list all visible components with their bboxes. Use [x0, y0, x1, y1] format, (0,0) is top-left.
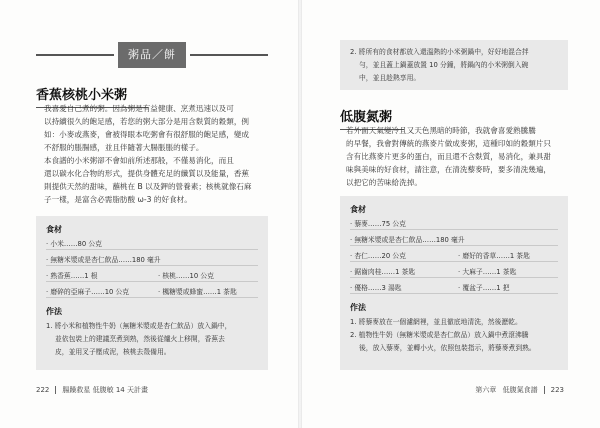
step-line: 皮，並用叉子壓成泥，核桃去殼備用。 [55, 348, 171, 356]
step-line: 1. 將小米和植物性牛奶（無糖米漿或是杏仁飲品）放入鍋中， [46, 322, 232, 330]
divider [350, 293, 558, 294]
page-number: 222 [36, 386, 50, 394]
ingredient-item: ‧ 大麻子……1 茶匙 [458, 268, 517, 276]
intro-paragraph-left [44, 102, 272, 206]
recipe-box-right [340, 196, 568, 370]
step-line: 2. 植物性牛奶（無糖米漿或是杏仁飲品）放入鍋中煮滾沸騰 [350, 331, 529, 339]
continued-steps-box [340, 40, 568, 90]
chapter-label: 第六章 [475, 386, 497, 394]
method-heading: 作法 [46, 307, 62, 316]
ingredient-item: ‧ 藜麥……75 公克 [350, 220, 406, 228]
page-number: 223 [550, 386, 564, 394]
right-page [300, 0, 600, 428]
intro-paragraph-right [346, 124, 568, 189]
ingredients-heading: 食材 [350, 205, 366, 214]
footer-left [36, 385, 148, 395]
recipe-title-text: 香蕉核桃小米粥 [36, 88, 128, 103]
ingredient-item: ‧ 磨好的香草……1 茶匙 [458, 252, 530, 260]
method-steps-continued [350, 46, 562, 85]
divider [46, 297, 258, 298]
banner-rule-left [36, 54, 114, 56]
divider [350, 245, 558, 246]
ingredient-item: ‧ 楓糖漿或蜂蜜……1 茶匙 [158, 288, 237, 296]
divider [46, 265, 258, 266]
method-heading: 作法 [350, 303, 366, 312]
step-line: 1. 將藜麥放在一個濾網裡，並且徹底地清洗，然後瀝乾。 [350, 318, 522, 326]
intro-line: 則提供天然的甜味，蘸桃在 B 以及鉀的營養素；核桃就像石麻 [44, 182, 252, 191]
ingredient-item: ‧ 小米……80 公克 [46, 240, 102, 248]
intro-line: 的早餐，我會對傳統的燕麥片做成麥粥，這種印如的穀類片只 [346, 139, 552, 148]
ingredient-item: ‧ 優格……3 湯匙 [350, 284, 402, 292]
ingredient-item: ‧ 熟香蕉……1 根 [46, 272, 98, 280]
method-steps [350, 316, 564, 355]
intro-line: 含有比燕麥片更多的蛋白，而且還不含麩質，易消化，兼具甜 [346, 152, 552, 161]
ingredient-item: ‧ 覆盆子……1 把 [458, 284, 510, 292]
intro-line: 若外面天氣變冷且又天色黑暗的時節，我就會喜愛熟騰騰 [346, 126, 536, 135]
category-tag: 粥品／餅 [118, 42, 186, 68]
intro-line: 還以碳水化合物的形式，提供身體充足的纖質以及能量，香蕉 [44, 169, 250, 178]
ingredient-item: ‧ 無糖米漿或是杏仁飲品……180 毫升 [46, 256, 161, 264]
intro-line: 以持續很久的飽足感，若您的粥大部分是用含麩質的穀類，例 [44, 117, 250, 126]
intro-line: 味與美味的好食材，請注意，在清洗藜麥時，要多清洗幾遍， [346, 165, 552, 174]
ingredient-item: ‧ 杏仁……20 公克 [350, 252, 406, 260]
step-line: 後，放入藜麥，並轉小火，依照包裝指示，將藜麥煮到熟。 [359, 344, 536, 352]
recipe-title-text: 低腹氮粥 [340, 110, 393, 125]
divider [350, 277, 558, 278]
step-line: 並依包裝上的建議烹煮到熟，然後從爐火上移開，香蕉去 [55, 335, 225, 343]
divider [46, 281, 258, 282]
ingredient-item: ‧ 鋸齒肉桂……1 茶匙 [350, 268, 416, 276]
step-line: 中，並且趁熱享用。 [359, 74, 421, 82]
footer-separator [55, 386, 56, 394]
intro-line: 如：小麥或燕麥，會被得眼本吃粥會有很舒服的飽足感，變成 [44, 130, 250, 139]
recipe-box-left [36, 216, 268, 370]
divider [46, 249, 258, 250]
method-steps [46, 320, 264, 359]
step-line: 2. 將所有的食材都放入還溫熱的小米粥鍋中，好好地混合拌 [350, 48, 529, 56]
intro-line: 本食譜的小米粥卻不會如前所述那般，不僅易消化，而且 [44, 156, 234, 165]
divider [350, 229, 558, 230]
ingredient-item: ‧ 核桃……10 公克 [158, 272, 214, 280]
intro-line: 子一樣，是富含必需脂肪酸 ω-3 的好食材。 [44, 195, 192, 204]
ingredient-item: ‧ 磨碎的亞麻子……10 公克 [46, 288, 130, 296]
intro-line: 不舒服的脹腸感，並且伴隨著大腸脹脹的樣子。 [44, 143, 204, 152]
banner-rule-right [190, 54, 268, 56]
footer-separator [544, 386, 545, 394]
step-line: 勻，並且蓋上鍋蓋放置 10 分鐘，將鍋內的小米粥倒入碗 [359, 61, 529, 69]
book-gutter [298, 0, 302, 428]
intro-line: 我喜愛自己煮的粥。因為粥是有益健康、烹煮迅速以及可 [44, 104, 234, 113]
category-banner [36, 42, 268, 68]
footer-right [475, 385, 564, 395]
divider [350, 261, 558, 262]
chapter-title: 低腹氮食譜 [502, 386, 538, 394]
ingredients-heading: 食材 [46, 225, 62, 234]
running-title: 腸躁救星 低腹敏 14 天計畫 [62, 386, 148, 394]
intro-line: 以把它的苦味給洗掉。 [346, 178, 422, 187]
ingredient-item: ‧ 無糖米漿或是杏仁飲品……180 毫升 [350, 236, 465, 244]
